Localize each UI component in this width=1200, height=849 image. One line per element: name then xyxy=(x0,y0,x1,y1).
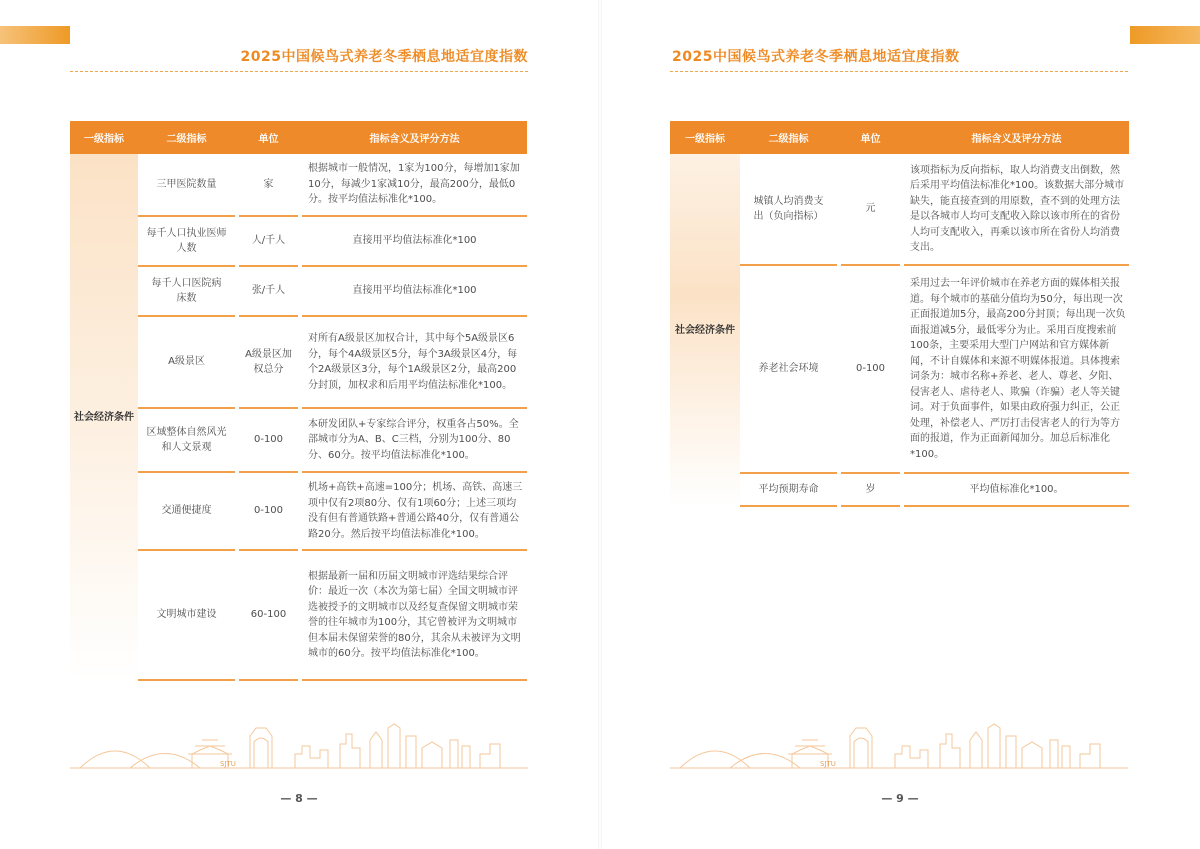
dashed-rule xyxy=(70,71,528,72)
page-number: — 8 — xyxy=(280,792,318,805)
header-method: 指标含义及评分方法 xyxy=(904,121,1129,154)
indicator-name: 交通便捷度 xyxy=(138,473,235,551)
table-row xyxy=(70,317,527,409)
page-tab-decoration xyxy=(0,26,70,44)
indicator-unit: 60-100 xyxy=(239,551,298,681)
indicator-method: 根据最新一届和历届文明城市评选结果综合评价：最近一次（本次为第七届）全国文明城市评选被授予的文明城市以及经复查保留文明城市荣誉的往年城市为100分，其它曾被评为文明城市但本届未保留荣誉的80分，其余从未被评为文明城市的60分。按平均值法标准化*100。 xyxy=(302,551,527,681)
indicator-method: 根据城市一般情况，1家为100分，每增加1家加10分，每减少1家减10分，最高200分，最低0分。按平均值法标准化*100。 xyxy=(302,154,527,217)
indicator-name: 每千人口医院病床数 xyxy=(138,267,235,317)
indicator-table xyxy=(670,121,1129,507)
level1-cell: 社会经济条件 xyxy=(70,154,138,681)
indicator-unit: 人/千人 xyxy=(239,217,298,267)
running-title: 2025中国候鸟式养老冬季栖息地适宜度指数 xyxy=(240,49,528,65)
indicator-unit: 0-100 xyxy=(841,266,900,474)
table-row xyxy=(70,473,527,551)
indicator-method: 采用过去一年评价城市在养老方面的媒体相关报道。每个城市的基础分值均为50分，每出现一次正面报道加5分，最高200分封顶；每出现一次负面报道减5分，最低零分为止。采用百度搜索前100条，主要采用大型门户网站和官方媒体新闻，不计自媒体和来源不明媒体报道。具体搜索词条为：城市名称+养老、老人、尊老、夕阳、侵害老人、虐待老人、欺骗（诈骗）老人等关键词。对于负面事件，如果由政府强力纠正，公正处理，补偿老人、严厉打击侵害老人的行为等方面的报道，作为正面新闻加分。加总后标准化*100。 xyxy=(904,266,1129,474)
level1-cell: 社会经济条件 xyxy=(670,154,740,507)
indicator-method: 本研发团队+专家综合评分，权重各占50%。全部城市分为A、B、C三档，分别为100分、80分、60分。按平均值法标准化*100。 xyxy=(302,409,527,473)
indicator-unit: 0-100 xyxy=(239,409,298,473)
indicator-unit: 岁 xyxy=(841,474,900,507)
table-row xyxy=(70,551,527,681)
indicator-unit: A级景区加权总分 xyxy=(239,317,298,409)
indicator-method: 平均值标准化*100。 xyxy=(904,474,1129,507)
table-row xyxy=(70,217,527,267)
indicator-name: 每千人口执业医师人数 xyxy=(138,217,235,267)
indicator-unit: 元 xyxy=(841,154,900,266)
table-row xyxy=(70,409,527,473)
indicator-table xyxy=(70,121,527,681)
indicator-name: 城镇人均消费支出（负向指标） xyxy=(740,154,837,266)
table-header-row xyxy=(70,121,527,154)
indicator-unit: 0-100 xyxy=(239,473,298,551)
page-number: — 9 — xyxy=(881,792,919,805)
indicator-name: 平均预期寿命 xyxy=(740,474,837,507)
indicator-name: 三甲医院数量 xyxy=(138,154,235,217)
indicator-name: A级景区 xyxy=(138,317,235,409)
table-row xyxy=(670,154,1129,266)
table-row xyxy=(70,154,527,217)
page-tab-decoration xyxy=(1130,26,1200,44)
running-title: 2025中国候鸟式养老冬季栖息地适宜度指数 xyxy=(672,49,960,65)
watermark-text: SJTU xyxy=(820,760,836,768)
header-method: 指标含义及评分方法 xyxy=(302,121,527,154)
city-skyline-illustration xyxy=(70,714,528,770)
header-unit: 单位 xyxy=(239,121,298,154)
indicator-name: 区域整体自然风光和人文景观 xyxy=(138,409,235,473)
indicator-method: 直接用平均值法标准化*100 xyxy=(302,217,527,267)
indicator-unit: 家 xyxy=(239,154,298,217)
indicator-method: 直接用平均值法标准化*100 xyxy=(302,267,527,317)
city-skyline-illustration xyxy=(670,714,1128,770)
header-level1: 一级指标 xyxy=(70,121,138,154)
indicator-method: 机场+高铁+高速=100分；机场、高铁、高速三项中仅有2项80分、仅有1项60分；上述三项均没有但有普通铁路+普通公路40分，仅有普通公路20分。然后按平均值法标准化*100。 xyxy=(302,473,527,551)
header-level1: 一级指标 xyxy=(670,121,740,154)
indicator-name: 文明城市建设 xyxy=(138,551,235,681)
watermark-text: SJTU xyxy=(220,760,236,768)
indicator-name: 养老社会环境 xyxy=(740,266,837,474)
table-row xyxy=(70,267,527,317)
table-header-row xyxy=(670,121,1129,154)
indicator-method: 该项指标为反向指标，取人均消费支出倒数，然后采用平均值法标准化*100。该数据大部分城市缺失，能直接查到的用原数，查不到的处理方法是以各城市人均可支配收入除以该市所在的省份人均可支配收入，再乘以该市所在省份人均消费支出。 xyxy=(904,154,1129,266)
header-unit: 单位 xyxy=(841,121,900,154)
indicator-method: 对所有A级景区加权合计，其中每个5A级景区6分，每个4A级景区5分，每个3A级景区4分，每个2A级景区3分，每个1A级景区2分，最高200分封顶，加权求和后用平均值法标准化*100。 xyxy=(302,317,527,409)
dashed-rule xyxy=(670,71,1128,72)
header-level2: 二级指标 xyxy=(138,121,235,154)
header-level2: 二级指标 xyxy=(740,121,837,154)
right-page xyxy=(600,0,1200,849)
indicator-unit: 张/千人 xyxy=(239,267,298,317)
